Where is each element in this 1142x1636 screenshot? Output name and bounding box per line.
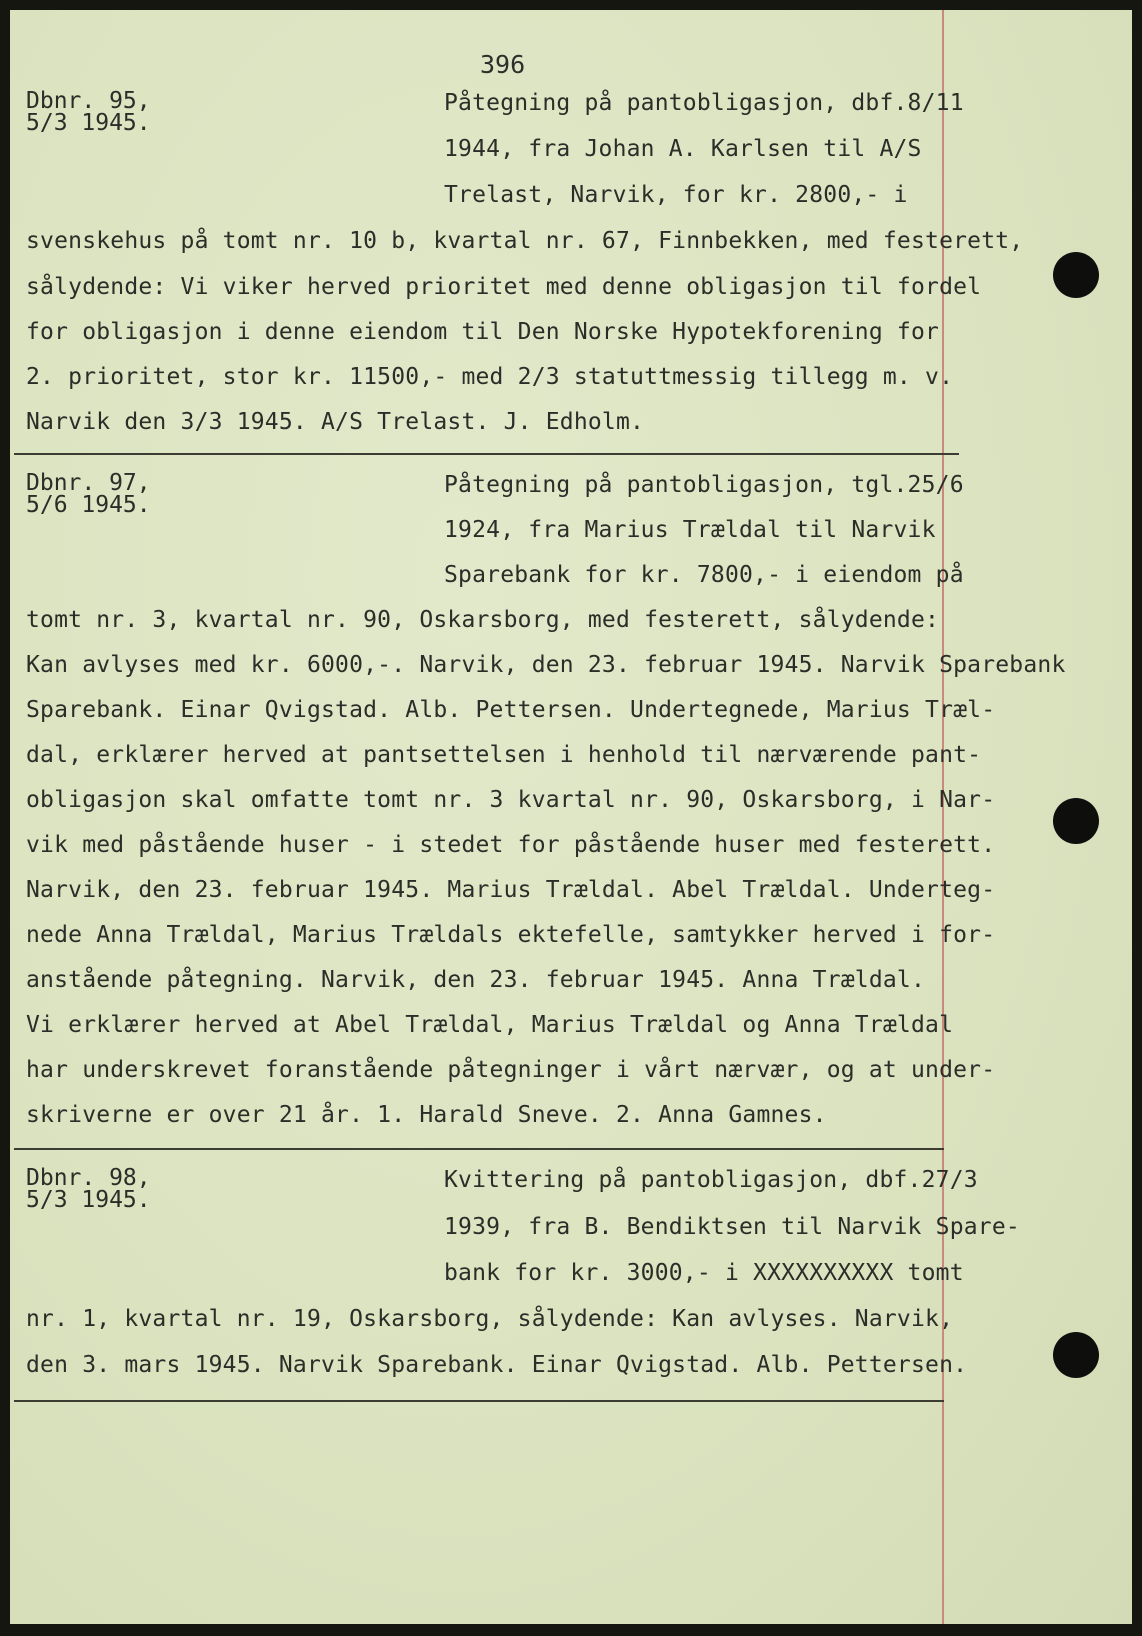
entry-text-line: dal, erklærer herved at pantsettelsen i henhold til nærværende pant- (26, 742, 982, 768)
entry-text-line: Vi erklærer herved at Abel Trældal, Marius Trældal og Anna Trældal (26, 1012, 954, 1038)
entry-date: 5/6 1945. (26, 492, 151, 518)
entry-text-line: Påtegning på pantobligasjon, tgl.25/6 (444, 472, 964, 498)
entry-text-line: vik med påstående huser - i stedet for påstående huser med festerett. (26, 832, 996, 858)
entry-text-line: bank for kr. 3000,- i XXXXXXXXXX tomt (444, 1260, 964, 1286)
entry-text-line: 1944, fra Johan A. Karlsen til A/S (444, 136, 922, 162)
entry-reference (26, 472, 151, 516)
punch-hole-icon (1053, 252, 1099, 298)
entry-text-line: Narvik den 3/3 1945. A/S Trelast. J. Edholm. (26, 409, 645, 435)
entry-number: Dbnr. 98, (26, 1165, 151, 1191)
entry-text-line: Sparebank. Einar Qvigstad. Alb. Pettersen. Undertegnede, Marius Træl- (26, 697, 996, 723)
page-number: 396 (480, 50, 526, 79)
ledger-page (10, 10, 1132, 1624)
entry-reference (26, 1167, 151, 1211)
entry-number: Dbnr. 95, (26, 88, 151, 114)
entry-text-line: 2. prioritet, stor kr. 11500,- med 2/3 statuttmessig tillegg m. v. (26, 364, 954, 390)
entry-text-line: skriverne er over 21 år. 1. Harald Sneve. 2. Anna Gamnes. (26, 1102, 827, 1128)
entry-text-line: 1939, fra B. Bendiktsen til Narvik Spare- (444, 1214, 1020, 1240)
entry-date: 5/3 1945. (26, 110, 151, 136)
entry-number: Dbnr. 97, (26, 470, 151, 496)
entry-text-line: Kvittering på pantobligasjon, dbf.27/3 (444, 1167, 978, 1193)
entry-text-line: nr. 1, kvartal nr. 19, Oskarsborg, sålydende: Kan avlyses. Narvik, (26, 1306, 954, 1332)
entry-text-line: anstående påtegning. Narvik, den 23. februar 1945. Anna Trældal. (26, 967, 926, 993)
entry-text-line: svenskehus på tomt nr. 10 b, kvartal nr. 67, Finnbekken, med festerett, (26, 228, 1024, 254)
entry-text-line: Narvik, den 23. februar 1945. Marius Trældal. Abel Trældal. Underteg- (26, 877, 996, 903)
entry-reference (26, 90, 151, 134)
entry-text-line: nede Anna Trældal, Marius Trældals ektefelle, samtykker herved i for- (26, 922, 996, 948)
entry-text-line: tomt nr. 3, kvartal nr. 90, Oskarsborg, med festerett, sålydende: (26, 607, 940, 633)
entry-text-line: Trelast, Narvik, for kr. 2800,- i (444, 182, 908, 208)
entry-divider (14, 1400, 944, 1402)
entry-divider (14, 453, 959, 455)
entry-text-line: Kan avlyses med kr. 6000,-. Narvik, den 23. februar 1945. Narvik Sparebank (26, 652, 1066, 678)
punch-hole-icon (1053, 1332, 1099, 1378)
punch-hole-icon (1053, 798, 1099, 844)
entry-text-line: sålydende: Vi viker herved prioritet med denne obligasjon til fordel (26, 274, 982, 300)
entry-text-line: for obligasjon i denne eiendom til Den Norske Hypotekforening for (26, 319, 940, 345)
entry-text-line: Sparebank for kr. 7800,- i eiendom på (444, 562, 964, 588)
entry-text-line: den 3. mars 1945. Narvik Sparebank. Einar Qvigstad. Alb. Pettersen. (26, 1352, 968, 1378)
entry-text-line: har underskrevet foranstående påtegninger i vårt nærvær, og at under- (26, 1057, 996, 1083)
entry-date: 5/3 1945. (26, 1187, 151, 1213)
entry-divider (14, 1148, 944, 1150)
entry-text-line: Påtegning på pantobligasjon, dbf.8/11 (444, 90, 964, 116)
entry-text-line: 1924, fra Marius Trældal til Narvik (444, 517, 936, 543)
entry-text-line: obligasjon skal omfatte tomt nr. 3 kvartal nr. 90, Oskarsborg, i Nar- (26, 787, 996, 813)
